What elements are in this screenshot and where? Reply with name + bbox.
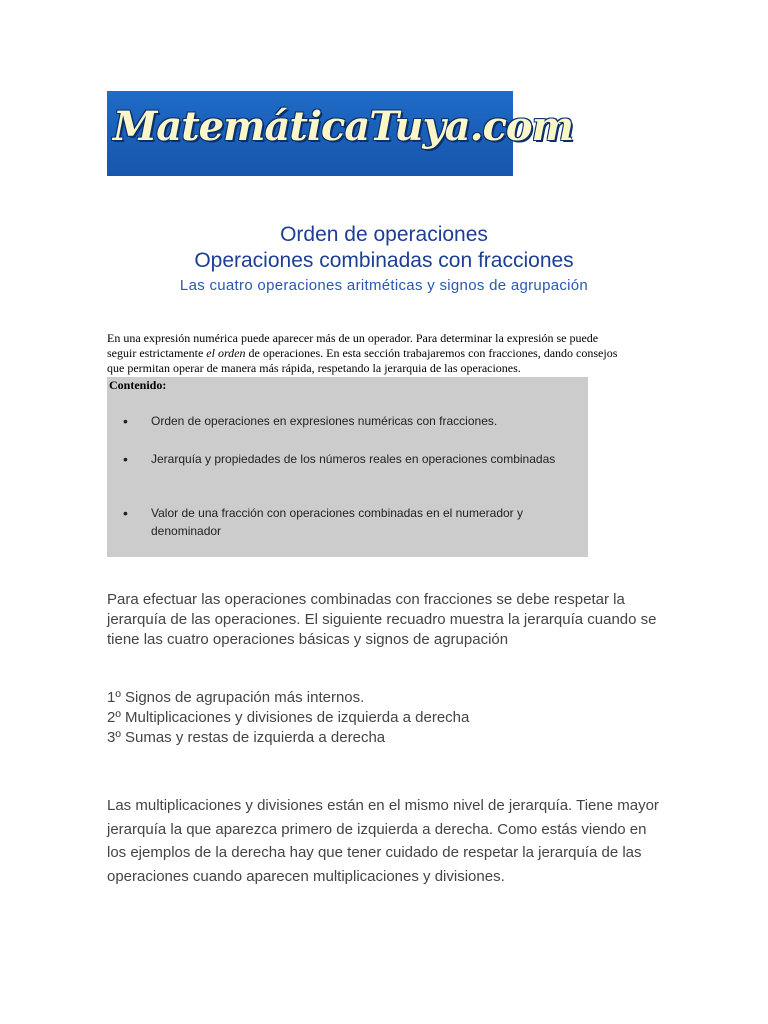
bullet-icon: •: [123, 413, 128, 429]
page-title-secondary: Operaciones combinadas con fracciones: [194, 249, 574, 272]
site-logo[interactable]: [107, 91, 573, 176]
contents-item-hierarchy-properties[interactable]: [123, 450, 565, 468]
hierarchy-step-3: 3º Sumas y restas de izquierda a derecha: [107, 729, 386, 746]
hierarchy-step-1: 1º Signos de agrupación más internos.: [107, 689, 365, 706]
body-paragraph-multiplication-division: Las multiplicaciones y divisiones están en el mismo nivel de jerarquía. Tiene mayor jerarquía la que aparezca primero de izquierda a derecha. Como estás viendo en los ejemplos de la derecha hay que tener cuidado de respetar la jerarquía de las operaciones cuando aparecen multiplicaciones y divisiones.: [107, 797, 659, 885]
contents-item-label: Valor de una fracción con operaciones combinadas en el numerador y denominador: [151, 506, 523, 538]
site-logo-text: MatemáticaTuya.com: [113, 103, 573, 150]
contents-item-label: Jerarquía y propiedades de los números reales en operaciones combinadas: [151, 452, 556, 466]
intro-text-end: de operaciones. En esta sección trabajaremos con fracciones, dando consejos que permitan operar de manera más rápida, respetando la jerarquia de las operaciones.: [107, 346, 618, 375]
hierarchy-step-2: 2º Multiplicaciones y divisiones de izquierda a derecha: [107, 709, 470, 726]
bullet-icon: •: [123, 505, 128, 521]
hierarchy-steps-list: [107, 688, 667, 748]
page-title: Orden de operaciones: [280, 223, 488, 246]
contents-item-order-of-operations[interactable]: [123, 412, 565, 430]
intro-paragraph: [107, 331, 627, 376]
contents-heading: Contenido:: [109, 378, 167, 392]
contents-item-fraction-value[interactable]: [123, 504, 565, 540]
page-subtitle: Las cuatro operaciones aritméticas y signos de agrupación: [179, 277, 589, 294]
intro-emphasis: el orden: [206, 346, 246, 360]
contents-item-label: Orden de operaciones en expresiones numéricas con fracciones.: [151, 414, 498, 428]
intro-text-start: En una expresión numérica puede aparecer más de un operador. Para determinar la expresión se puede seguir estrictamente: [107, 331, 599, 360]
body-paragraph-hierarchy: Para efectuar las operaciones combinadas con fracciones se debe respetar la jerarquía de las operaciones. El siguiente recuadro muestra la jerarquía cuando se tiene las cuatro operaciones básicas y signos de agrupación: [107, 591, 657, 648]
bullet-icon: •: [123, 451, 128, 467]
contents-box: [107, 377, 588, 557]
